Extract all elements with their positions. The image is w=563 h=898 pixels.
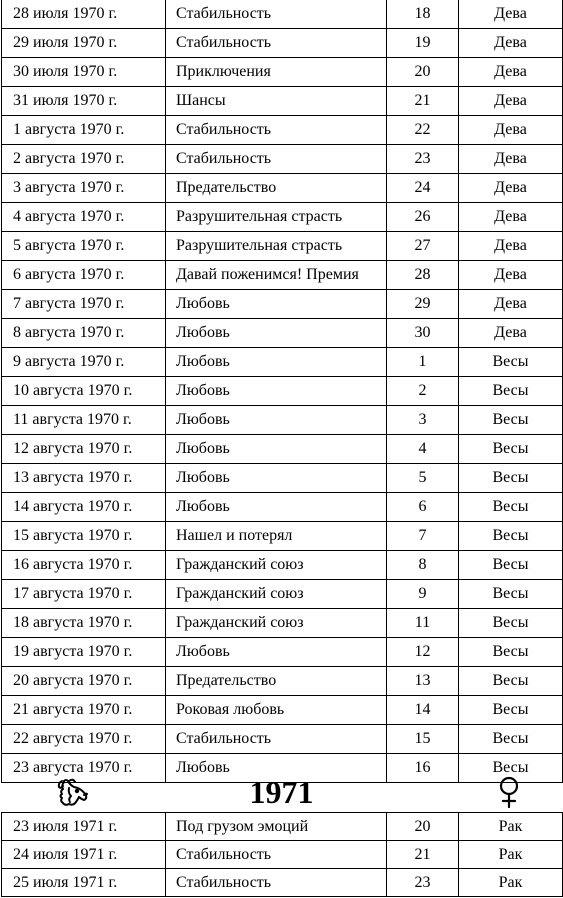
year-title: 1971: [249, 774, 314, 810]
event-cell: Любовь: [166, 290, 387, 319]
zodiac-sign-cell: Дева: [459, 232, 563, 261]
zodiac-sign-cell: Дева: [459, 116, 563, 145]
event-cell: Любовь: [166, 638, 387, 667]
day-number-cell: 24: [387, 174, 459, 203]
table-row: [2, 116, 563, 145]
date-cell: 16 августа 1970 г.: [2, 551, 166, 580]
table-row: [2, 580, 563, 609]
event-cell: Любовь: [166, 348, 387, 377]
table-1970-body: [2, 0, 563, 783]
venus-icon: [496, 776, 522, 808]
day-number-cell: 23: [387, 869, 459, 897]
event-cell: Любовь: [166, 319, 387, 348]
table-row: [2, 0, 563, 29]
table-row: [2, 87, 563, 116]
event-cell: Стабильность: [166, 145, 387, 174]
table-1971: [1, 812, 563, 897]
zodiac-sign-cell: Весы: [459, 377, 563, 406]
date-cell: 14 августа 1970 г.: [2, 493, 166, 522]
table-row: [2, 638, 563, 667]
day-number-cell: 20: [387, 813, 459, 841]
table-1970: [1, 0, 563, 783]
zodiac-sign-cell: Весы: [459, 754, 563, 783]
day-number-cell: 30: [387, 319, 459, 348]
zodiac-sign-cell: Весы: [459, 435, 563, 464]
date-cell: 17 августа 1970 г.: [2, 580, 166, 609]
event-cell: Разрушительная страсть: [166, 232, 387, 261]
day-number-cell: 23: [387, 145, 459, 174]
table-row: [2, 841, 563, 869]
zodiac-sign-cell: Дева: [459, 0, 563, 29]
zodiac-sign-cell: Весы: [459, 725, 563, 754]
zodiac-sign-cell: Весы: [459, 696, 563, 725]
zodiac-sign-cell: Дева: [459, 145, 563, 174]
event-cell: Давай поженимся! Премия: [166, 261, 387, 290]
day-number-cell: 16: [387, 754, 459, 783]
event-cell: Стабильность: [166, 841, 387, 869]
date-cell: 13 августа 1970 г.: [2, 464, 166, 493]
zodiac-sign-cell: Дева: [459, 174, 563, 203]
date-cell: 4 августа 1970 г.: [2, 203, 166, 232]
table-row: [2, 813, 563, 841]
table-row: [2, 377, 563, 406]
date-cell: 10 августа 1970 г.: [2, 377, 166, 406]
day-number-cell: 12: [387, 638, 459, 667]
date-cell: 24 июля 1971 г.: [2, 841, 166, 869]
day-number-cell: 14: [387, 696, 459, 725]
zodiac-sign-cell: Весы: [459, 406, 563, 435]
event-cell: Роковая любовь: [166, 696, 387, 725]
date-cell: 19 августа 1970 г.: [2, 638, 166, 667]
day-number-cell: 5: [387, 464, 459, 493]
event-cell: Стабильность: [166, 116, 387, 145]
zodiac-sign-cell: Весы: [459, 493, 563, 522]
date-cell: 25 июля 1971 г.: [2, 869, 166, 897]
day-number-cell: 29: [387, 290, 459, 319]
day-number-cell: 3: [387, 406, 459, 435]
event-cell: Любовь: [166, 754, 387, 783]
zodiac-sign-cell: Весы: [459, 551, 563, 580]
day-number-cell: 7: [387, 522, 459, 551]
zodiac-sign-cell: Дева: [459, 203, 563, 232]
table-row: [2, 696, 563, 725]
event-cell: Любовь: [166, 435, 387, 464]
zodiac-sign-cell: Дева: [459, 58, 563, 87]
zodiac-sign-cell: Дева: [459, 290, 563, 319]
table-row: [2, 493, 563, 522]
table-row: [2, 609, 563, 638]
day-number-cell: 20: [387, 58, 459, 87]
day-number-cell: 6: [387, 493, 459, 522]
day-number-cell: 4: [387, 435, 459, 464]
table-row: [2, 290, 563, 319]
table-row: [2, 261, 563, 290]
day-number-cell: 2: [387, 377, 459, 406]
zodiac-sign-cell: Рак: [459, 813, 563, 841]
day-number-cell: 15: [387, 725, 459, 754]
date-cell: 15 августа 1970 г.: [2, 522, 166, 551]
day-number-cell: 22: [387, 116, 459, 145]
day-number-cell: 21: [387, 87, 459, 116]
event-cell: Шансы: [166, 87, 387, 116]
table-row: [2, 522, 563, 551]
date-cell: 1 августа 1970 г.: [2, 116, 166, 145]
day-number-cell: 28: [387, 261, 459, 290]
table-row: [2, 869, 563, 897]
event-cell: Гражданский союз: [166, 609, 387, 638]
zodiac-sign-cell: Дева: [459, 87, 563, 116]
table-row: [2, 348, 563, 377]
event-cell: Под грузом эмоций: [166, 813, 387, 841]
date-cell: 23 июля 1971 г.: [2, 813, 166, 841]
date-cell: 7 августа 1970 г.: [2, 290, 166, 319]
event-cell: Любовь: [166, 406, 387, 435]
day-number-cell: 13: [387, 667, 459, 696]
zodiac-sign-cell: Весы: [459, 464, 563, 493]
table-row: [2, 145, 563, 174]
year-header: [0, 771, 563, 812]
day-number-cell: 11: [387, 609, 459, 638]
day-number-cell: 8: [387, 551, 459, 580]
event-cell: Любовь: [166, 464, 387, 493]
event-cell: Любовь: [166, 493, 387, 522]
table-row: [2, 725, 563, 754]
day-number-cell: 26: [387, 203, 459, 232]
zodiac-sign-cell: Весы: [459, 580, 563, 609]
date-cell: 18 августа 1970 г.: [2, 609, 166, 638]
date-cell: 12 августа 1970 г.: [2, 435, 166, 464]
date-cell: 22 августа 1970 г.: [2, 725, 166, 754]
date-cell: 23 августа 1970 г.: [2, 754, 166, 783]
event-cell: Стабильность: [166, 869, 387, 897]
event-cell: Нашел и потерял: [166, 522, 387, 551]
date-cell: 29 июля 1970 г.: [2, 29, 166, 58]
zodiac-sign-cell: Весы: [459, 667, 563, 696]
zodiac-sign-cell: Дева: [459, 261, 563, 290]
date-cell: 5 августа 1970 г.: [2, 232, 166, 261]
event-cell: Стабильность: [166, 0, 387, 29]
table-row: [2, 667, 563, 696]
day-number-cell: 9: [387, 580, 459, 609]
date-cell: 31 июля 1970 г.: [2, 87, 166, 116]
date-cell: 30 июля 1970 г.: [2, 58, 166, 87]
zodiac-sign-cell: Дева: [459, 29, 563, 58]
day-number-cell: 19: [387, 29, 459, 58]
table-row: [2, 174, 563, 203]
event-cell: Гражданский союз: [166, 551, 387, 580]
day-number-cell: 21: [387, 841, 459, 869]
event-cell: Предательство: [166, 667, 387, 696]
zodiac-sign-cell: Рак: [459, 869, 563, 897]
date-cell: 21 августа 1970 г.: [2, 696, 166, 725]
zodiac-sign-cell: Весы: [459, 609, 563, 638]
event-cell: Разрушительная страсть: [166, 203, 387, 232]
table-row: [2, 406, 563, 435]
date-cell: 9 августа 1970 г.: [2, 348, 166, 377]
day-number-cell: 1: [387, 348, 459, 377]
zodiac-sign-cell: Весы: [459, 522, 563, 551]
event-cell: Любовь: [166, 377, 387, 406]
table-row: [2, 203, 563, 232]
event-cell: Стабильность: [166, 725, 387, 754]
zodiac-sign-cell: Весы: [459, 638, 563, 667]
day-number-cell: 18: [387, 0, 459, 29]
table-row: [2, 551, 563, 580]
date-cell: 8 августа 1970 г.: [2, 319, 166, 348]
table-row: [2, 435, 563, 464]
zodiac-sign-cell: Рак: [459, 841, 563, 869]
event-cell: Предательство: [166, 174, 387, 203]
date-cell: 11 августа 1970 г.: [2, 406, 166, 435]
table-row: [2, 319, 563, 348]
date-cell: 3 августа 1970 г.: [2, 174, 166, 203]
date-cell: 6 августа 1970 г.: [2, 261, 166, 290]
table-row: [2, 232, 563, 261]
table-row: [2, 29, 563, 58]
day-number-cell: 27: [387, 232, 459, 261]
table-row: [2, 58, 563, 87]
date-cell: 28 июля 1970 г.: [2, 0, 166, 29]
zodiac-sign-cell: Весы: [459, 348, 563, 377]
event-cell: Приключения: [166, 58, 387, 87]
date-cell: 2 августа 1970 г.: [2, 145, 166, 174]
zodiac-sign-cell: Дева: [459, 319, 563, 348]
event-cell: Гражданский союз: [166, 580, 387, 609]
table-1971-body: [2, 813, 563, 897]
event-cell: Стабильность: [166, 29, 387, 58]
date-cell: 20 августа 1970 г.: [2, 667, 166, 696]
table-row: [2, 464, 563, 493]
